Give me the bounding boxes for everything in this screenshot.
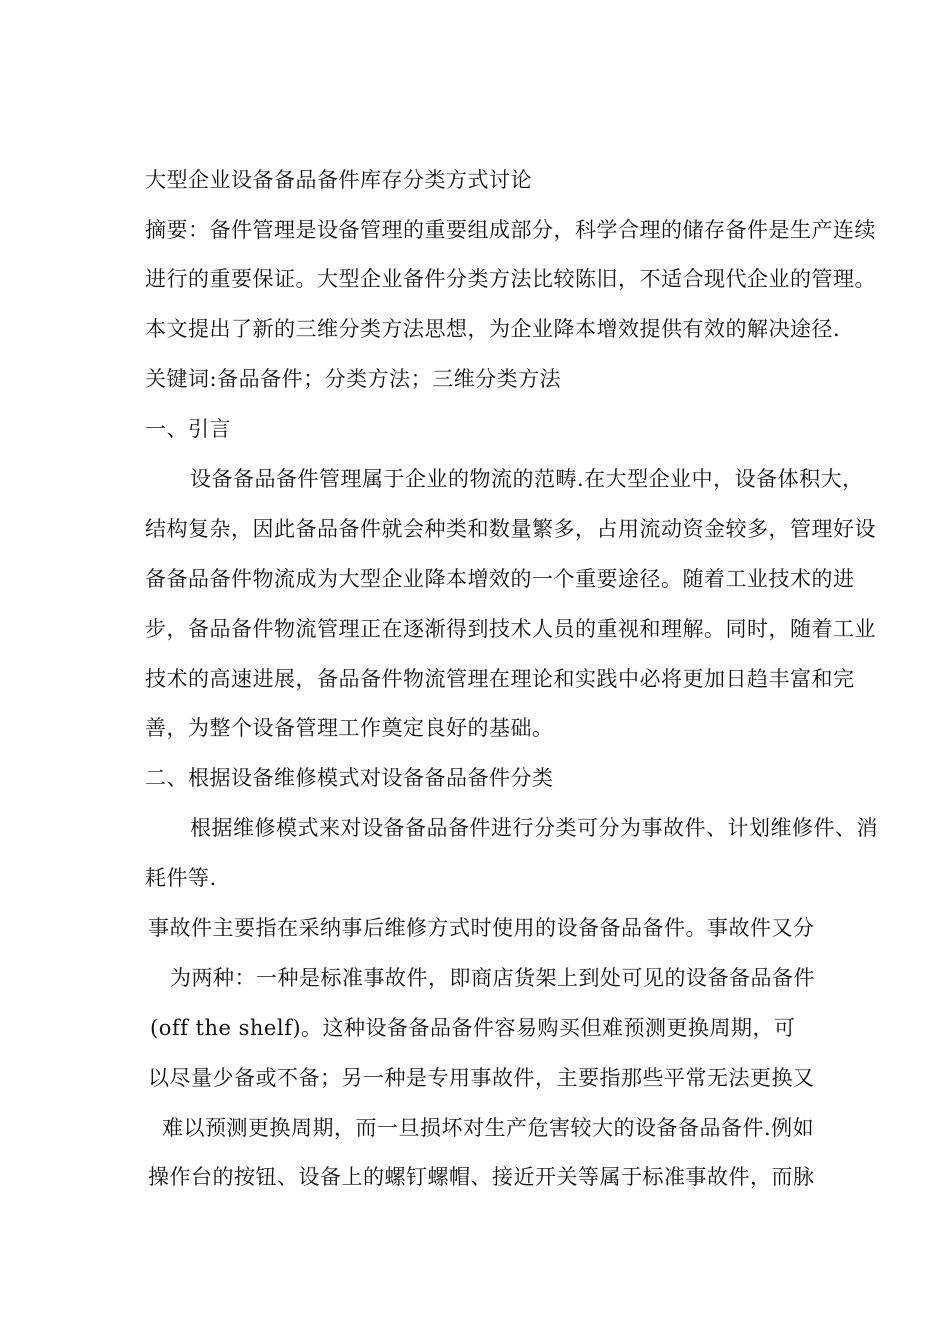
paragraph-line: (off the shelf)。这种设备备品备件容易购买但难预测更换周期，可 [150,1016,796,1040]
paragraph-line: 操作台的按钮、设备上的螺钉螺帽、接近开关等属于标准事故件，而脉 [148,1165,815,1189]
paragraph-line: 根据维修模式来对设备备品备件进行分类可分为事故件、计划维修件、消 [190,816,878,840]
section-heading: 二、根据设备维修模式对设备备品备件分类 [145,766,554,790]
paragraph-line: 设备备品备件管理属于企业的物流的范畴.在大型企业中，设备体积大， [190,467,864,491]
keywords: 关键词:备品备件；分类方法；三维分类方法 [145,367,562,391]
abstract-line: 本文提出了新的三维分类方法思想，为企业降本增效提供有效的解决途径. [145,317,841,341]
paragraph-line: 难以预测更换周期，而一旦损坏对生产危害较大的设备备品备件.例如 [162,1116,815,1140]
section-heading: 一、引言 [145,417,231,441]
paragraph-line: 备备品备件物流成为大型企业降本增效的一个重要途径。随着工业技术的进 [145,567,855,591]
paragraph-line: 耗件等. [145,866,217,890]
abstract-line: 摘要：备件管理是设备管理的重要组成部分，科学合理的储存备件是生产连续 [145,218,876,242]
paragraph-line: 为两种：一种是标准事故件，即商店货架上到处可见的设备备品备件 [170,966,815,990]
paragraph-line: 技术的高速进展，备品备件物流管理在理论和实践中必将更加日趋丰富和完 [145,667,855,691]
paragraph-line: 以尽量少备或不备；另一种是专用事故件，主要指那些平常无法更换又 [148,1066,815,1090]
abstract-line: 进行的重要保证。大型企业备件分类方法比较陈旧，不适合现代企业的管理。 [145,267,876,291]
paragraph-line: 步，备品备件物流管理正在逐渐得到技术人员的重视和理解。同时，随着工业 [145,617,876,641]
paragraph-line: 善，为整个设备管理工作奠定良好的基础。 [145,716,554,740]
document-title: 大型企业设备备品备件库存分类方式讨论 [145,168,532,192]
paragraph-line: 结构复杂，因此备品备件就会种类和数量繁多，占用流动资金较多，管理好设 [145,517,876,541]
paragraph-line: 事故件主要指在采纳事后维修方式时使用的设备备品备件。事故件又分 [148,916,815,940]
